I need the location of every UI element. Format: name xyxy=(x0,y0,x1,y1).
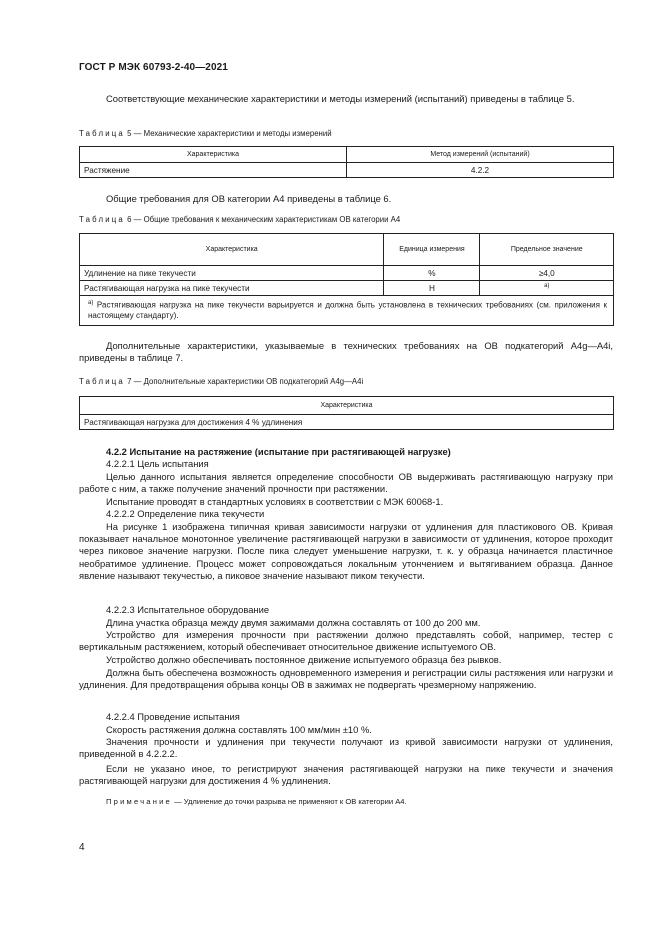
table7-caption xyxy=(79,377,363,387)
paragraph: Значения прочности и удлинения при текучести получают из кривой зависимости нагрузки от удлинения, приведенной в 4.2.2.2. xyxy=(79,736,613,760)
note-text: — Удлинение до точки разрыва не применяют к ОВ категории А4. xyxy=(171,797,407,806)
table7 xyxy=(79,396,614,430)
footnote-mark: а) xyxy=(88,300,94,306)
paragraph: Устройство должно обеспечивать постоянное движение испытуемого образца без рывков. xyxy=(106,654,502,665)
footnote-text: Растягивающая нагрузка на пике текучести варьируется и должна быть установлена в технических требованиях (см. приложения к настоящему стандарту). xyxy=(88,300,607,321)
table7-caption-text: 7 — Дополнительные характеристики ОВ подкатегорий А4g—А4i xyxy=(127,377,364,386)
paragraph: Должна быть обеспечена возможность одновременного измерения и регистрации силы растяжения или нагрузки и удлинения. Для предотвращения обрыва концы ОВ в зажимах не подвергать чрезмерному напряжению. xyxy=(79,667,613,691)
table6-cell: Удлинение на пике текучести xyxy=(80,266,384,281)
a4-paragraph: Общие требования для ОВ категории А4 приведены в таблице 6. xyxy=(106,193,392,204)
table6-cell xyxy=(480,281,614,296)
subsection-title: 4.2.2.1 Цель испытания xyxy=(106,458,209,469)
table7-header-characteristic: Характеристика xyxy=(80,397,614,415)
table6-header-unit: Единица измерения xyxy=(384,234,480,266)
table6-cell: Растягивающая нагрузка на пике текучести xyxy=(80,281,384,296)
table5-header-characteristic: Характеристика xyxy=(80,147,347,163)
paragraph: Если не указано иное, то регистрируют значения растягивающей нагрузки на пике текучести и значения растягивающей нагрузки для достижения 4 % удлинения. xyxy=(79,763,613,787)
paragraph: Целью данного испытания является определение способности ОВ выдерживать растягивающую нагрузку при работе с ним, а также получение значений прочности при растяжении. xyxy=(79,471,613,495)
table5-cell: Растяжение xyxy=(80,163,347,178)
table7-cell: Растягивающая нагрузка для достижения 4 % удлинения xyxy=(80,415,614,430)
page-number: 4 xyxy=(79,842,85,853)
footnote-ref: а) xyxy=(544,283,550,290)
table5-caption-text: 5 — Механические характеристики и методы измерений xyxy=(127,129,332,138)
table6-caption-text: 6 — Общие требования к механическим характеристикам ОВ категории А4 xyxy=(127,215,401,224)
intro-paragraph: Соответствующие механические характеристики и методы измерений (испытаний) приведены в таблице 5. xyxy=(106,93,575,104)
table5 xyxy=(79,146,614,178)
paragraph: Скорость растяжения должна составлять 100 мм/мин ±10 %. xyxy=(106,724,372,735)
paragraph: Испытание проводят в стандартных условиях в соответствии с МЭК 60068-1. xyxy=(106,496,444,507)
table6 xyxy=(79,233,614,326)
subsection-title: 4.2.2.2 Определение пика текучести xyxy=(106,508,265,519)
table-row xyxy=(80,296,614,326)
subsection-title: 4.2.2.3 Испытательное оборудование xyxy=(106,604,270,615)
subsection-title: 4.2.2.4 Проведение испытания xyxy=(106,711,240,722)
standard-header: ГОСТ Р МЭК 60793-2-40—2021 xyxy=(79,62,228,73)
table-row xyxy=(80,415,614,430)
table5-cell: 4.2.2 xyxy=(347,163,614,178)
table5-caption-label: Таблица xyxy=(79,129,125,138)
table5-header-method: Метод измерений (испытаний) xyxy=(347,147,614,163)
note-label: Примечание xyxy=(106,797,172,806)
table6-footnote xyxy=(80,296,614,326)
table6-cell: % xyxy=(384,266,480,281)
paragraph: На рисунке 1 изображена типичная кривая зависимости нагрузки от удлинения для пластикового ОВ. Кривая показывает начальное монотонное увеличение растягивающей нагрузки в зависимости от удлинения, которое проходит через пиковое значение нагрузки. После пика следует уменьшение нагрузки, т. к. у образца начинается пластичное необратимое удлинение. Процесс может сопровождаться локальным утончением и вытягиванием образца. Данное явление называют текучестью, а пиковое значение называют пиком текучести. xyxy=(79,521,613,581)
table6-header-limit: Предельное значение xyxy=(480,234,614,266)
table-row xyxy=(80,266,614,281)
table6-cell: Н xyxy=(384,281,480,296)
additional-paragraph: Дополнительные характеристики, указываемые в технических требованиях на ОВ подкатегорий А4g—А4i, приведены в таблице 7. xyxy=(79,340,613,364)
note xyxy=(79,796,613,808)
paragraph: Длина участка образца между двумя зажимами должна составлять от 100 до 200 мм. xyxy=(106,617,481,628)
table6-cell: ≥4,0 xyxy=(480,266,614,281)
table7-caption-label: Таблица xyxy=(79,377,125,386)
table-row xyxy=(80,163,614,178)
table6-caption xyxy=(79,215,400,225)
table-row xyxy=(80,281,614,296)
table6-header-characteristic: Характеристика xyxy=(80,234,384,266)
table5-caption xyxy=(79,129,332,139)
paragraph: Устройство для измерения прочности при растяжении должно представлять собой, например, тестер с вертикальным растяжением, который обеспечивает относительное движение испытуемого ОВ. xyxy=(79,629,613,653)
section-title: 4.2.2 Испытание на растяжение (испытание при растягивающей нагрузке) xyxy=(106,446,451,457)
table6-caption-label: Таблица xyxy=(79,215,125,224)
